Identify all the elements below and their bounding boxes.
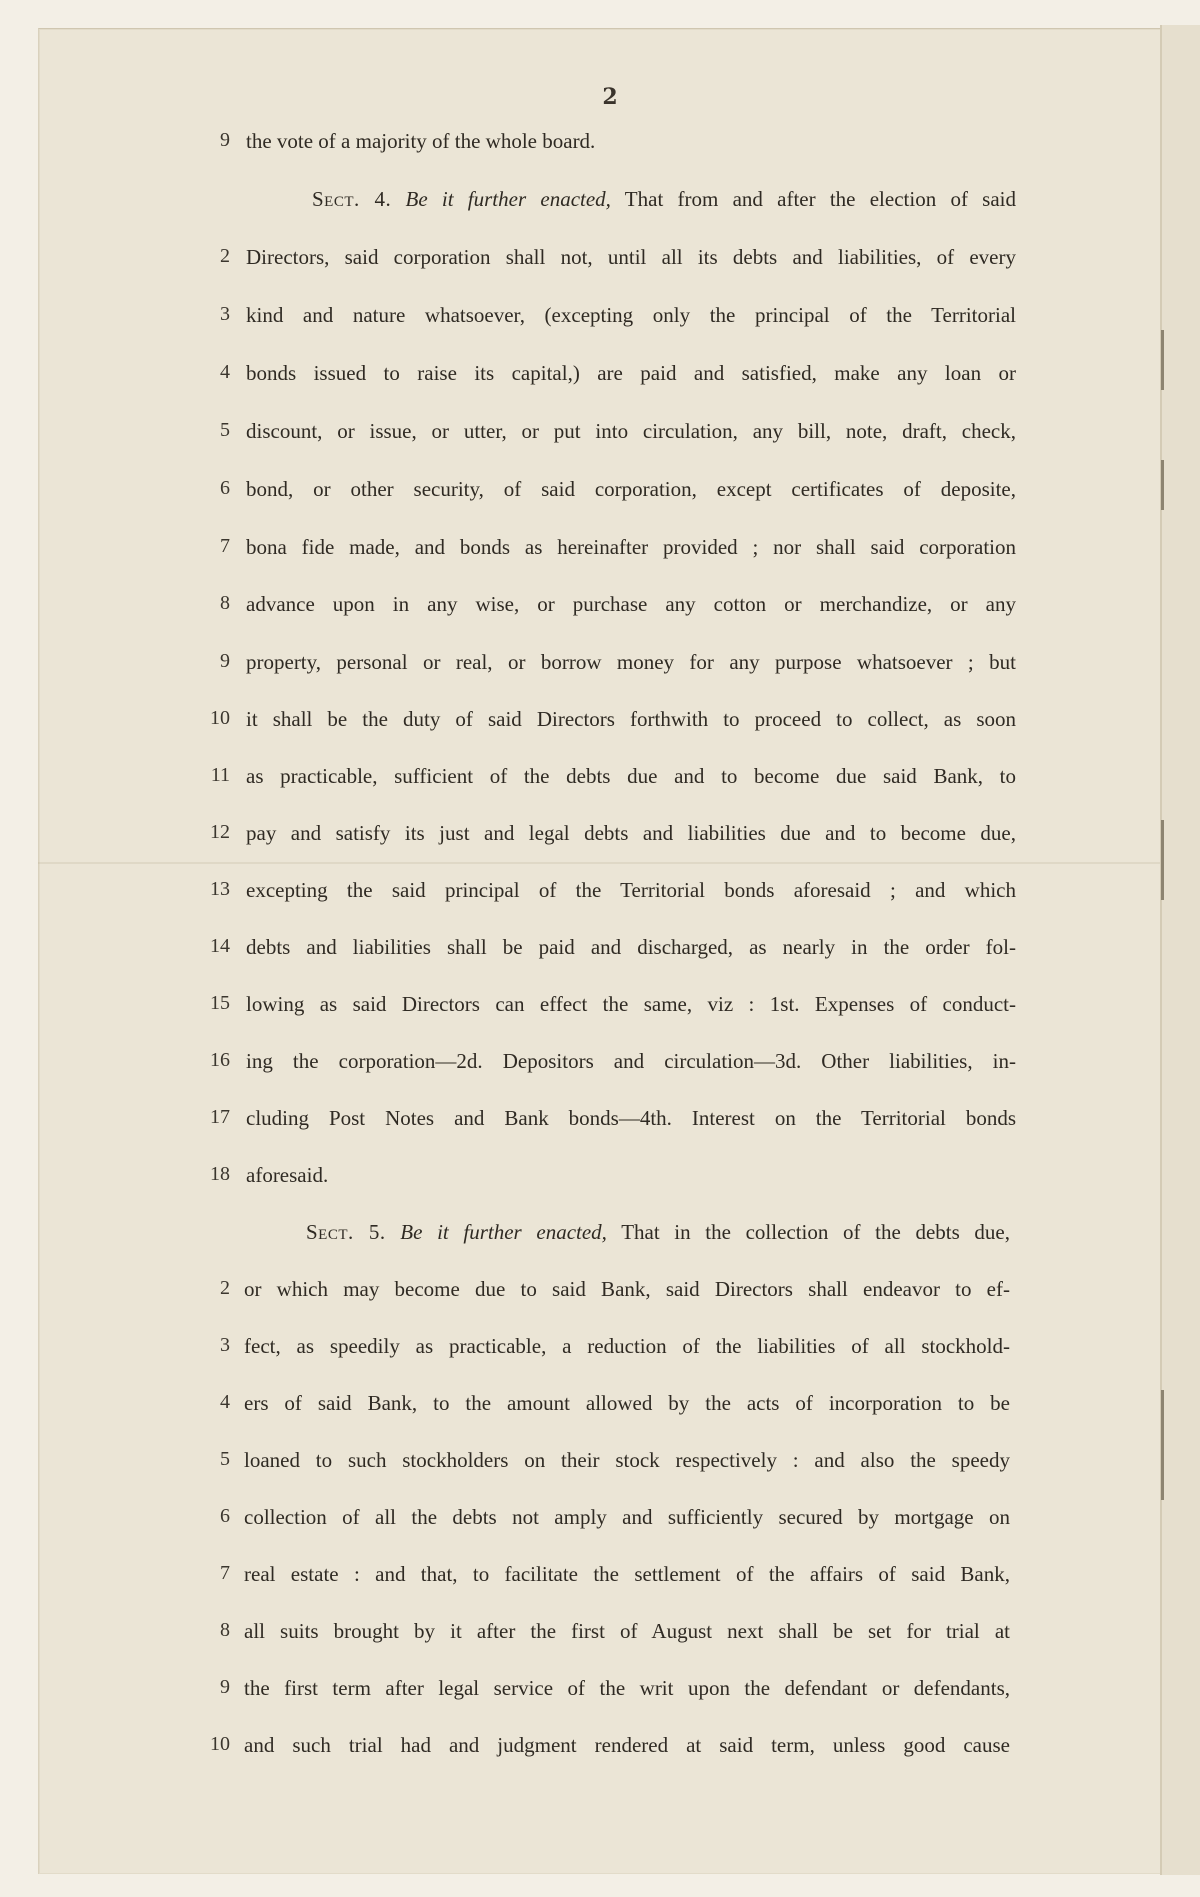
- line-text: Directors, said corporation shall not, until all its debts and liabilities, of every: [246, 245, 1016, 269]
- text-line: [0, 1733, 1200, 1763]
- section-4-text: That from and after the election of said: [624, 187, 1017, 211]
- text-line: [0, 303, 1200, 333]
- text-line: [0, 650, 1200, 680]
- line-text: discount, or issue, or utter, or put into circulation, any bill, note, draft, check,: [246, 419, 1016, 443]
- line-text: property, personal or real, or borrow money for any purpose whatsoever ; but: [246, 650, 1016, 674]
- line-number: 9: [220, 129, 230, 151]
- line-number: 9: [220, 1676, 230, 1698]
- section-5-opening: [306, 1220, 1010, 1245]
- line-text: all suits brought by it after the first of August next shall be set for trial at: [244, 1619, 1010, 1643]
- text-line: [0, 1505, 1200, 1535]
- line-text: excepting the said principal of the Territorial bonds aforesaid ; and which: [246, 878, 1016, 902]
- text-line: [0, 935, 1200, 965]
- line-text: pay and satisfy its just and legal debts and liabilities due and to become due,: [246, 821, 1016, 845]
- line-number: 8: [220, 592, 230, 614]
- text-line: [0, 1334, 1200, 1364]
- text-line: [0, 1391, 1200, 1421]
- line-number: 6: [220, 1505, 230, 1527]
- line-text: bona fide made, and bonds as hereinafter provided ; nor shall said corporation: [246, 535, 1016, 559]
- section-4-enacting-clause: Be it further enacted,: [405, 187, 611, 211]
- line-number: 12: [210, 821, 230, 843]
- line-text: collection of all the debts not amply and sufficiently secured by mortgage on: [244, 1505, 1010, 1529]
- line-number: 10: [210, 1733, 230, 1755]
- section-4-opening: [312, 187, 1016, 212]
- text-line: [0, 1619, 1200, 1649]
- line-number: 5: [220, 419, 230, 441]
- line-text: ing the corporation—2d. Depositors and circulation—3d. Other liabilities, in-: [246, 1049, 1016, 1073]
- line-number: 4: [220, 361, 230, 383]
- line-number: 8: [220, 1619, 230, 1641]
- line-text: the vote of a majority of the whole board.: [246, 129, 596, 153]
- line-text: bonds issued to raise its capital,) are paid and satisfied, make any loan or: [246, 361, 1016, 385]
- text-line: [0, 1448, 1200, 1478]
- line-number: 6: [220, 477, 230, 499]
- text-line: [0, 707, 1200, 737]
- text-line: [0, 1277, 1200, 1307]
- line-text: and such trial had and judgment rendered at said term, unless good cause: [244, 1733, 1010, 1757]
- line-text: cluding Post Notes and Bank bonds—4th. Interest on the Territorial bonds: [246, 1106, 1016, 1130]
- line-text: ers of said Bank, to the amount allowed by the acts of incorporation to be: [244, 1391, 1010, 1415]
- section-4-label: Sect. 4.: [312, 187, 392, 211]
- line-number: 2: [220, 1277, 230, 1299]
- line-number: 7: [220, 1562, 230, 1584]
- line-text: aforesaid.: [246, 1163, 329, 1187]
- text-line: [0, 245, 1200, 275]
- text-line: [0, 535, 1200, 565]
- line-text: or which may become due to said Bank, said Directors shall endeavor to ef-: [244, 1277, 1010, 1301]
- line-text: debts and liabilities shall be paid and discharged, as nearly in the order fol-: [246, 935, 1016, 959]
- text-line: [0, 1106, 1200, 1136]
- line-number: 11: [210, 764, 230, 786]
- text-line: [0, 1163, 1200, 1193]
- text-line: [0, 1676, 1200, 1706]
- line-text: real estate : and that, to facilitate the settlement of the affairs of said Bank,: [244, 1562, 1010, 1586]
- line-number: 14: [210, 935, 230, 957]
- page-number: 2: [602, 84, 618, 110]
- line-number: 9: [220, 650, 230, 672]
- line-number: 15: [210, 992, 230, 1014]
- text-line: [0, 361, 1200, 391]
- text-line: [0, 477, 1200, 507]
- text-line: [0, 878, 1200, 908]
- line-number: 16: [210, 1049, 230, 1071]
- text-line: [0, 992, 1200, 1022]
- line-number: 10: [210, 707, 230, 729]
- text-line: [0, 764, 1200, 794]
- line-number: 18: [210, 1163, 230, 1185]
- text-line: [0, 592, 1200, 622]
- line-number: 4: [220, 1391, 230, 1413]
- text-line: [0, 821, 1200, 851]
- line-number: 3: [220, 1334, 230, 1356]
- line-text: bond, or other security, of said corporation, except certificates of deposite,: [246, 477, 1016, 501]
- line-text: lowing as said Directors can effect the same, viz : 1st. Expenses of conduct-: [246, 992, 1016, 1016]
- line-text: the first term after legal service of the writ upon the defendant or defendants,: [244, 1676, 1010, 1700]
- line-text: advance upon in any wise, or purchase any cotton or merchandize, or any: [246, 592, 1016, 616]
- text-line: [0, 129, 1200, 159]
- paper-fold-crease: [38, 862, 1168, 864]
- section-5-label: Sect. 5.: [306, 1220, 386, 1244]
- line-number: 13: [210, 878, 230, 900]
- line-text: kind and nature whatsoever, (excepting only the principal of the Territorial: [246, 303, 1016, 327]
- line-number: 7: [220, 535, 230, 557]
- line-text: fect, as speedily as practicable, a reduction of the liabilities of all stockhold-: [244, 1334, 1010, 1358]
- text-line: [0, 419, 1200, 449]
- text-line: [0, 1562, 1200, 1592]
- line-text: loaned to such stockholders on their stock respectively : and also the speedy: [244, 1448, 1010, 1472]
- text-line: [0, 1049, 1200, 1079]
- line-number: 2: [220, 245, 230, 267]
- line-number: 3: [220, 303, 230, 325]
- section-heading-line: [0, 1220, 1200, 1250]
- section-5-enacting-clause: Be it further enacted,: [400, 1220, 607, 1244]
- section-5-text: That in the collection of the debts due,: [621, 1220, 1010, 1244]
- line-number: 17: [210, 1106, 230, 1128]
- line-text: it shall be the duty of said Directors forthwith to proceed to collect, as soon: [246, 707, 1016, 731]
- line-number: 5: [220, 1448, 230, 1470]
- line-text: as practicable, sufficient of the debts due and to become due said Bank, to: [246, 764, 1016, 788]
- section-heading-line: [0, 187, 1200, 217]
